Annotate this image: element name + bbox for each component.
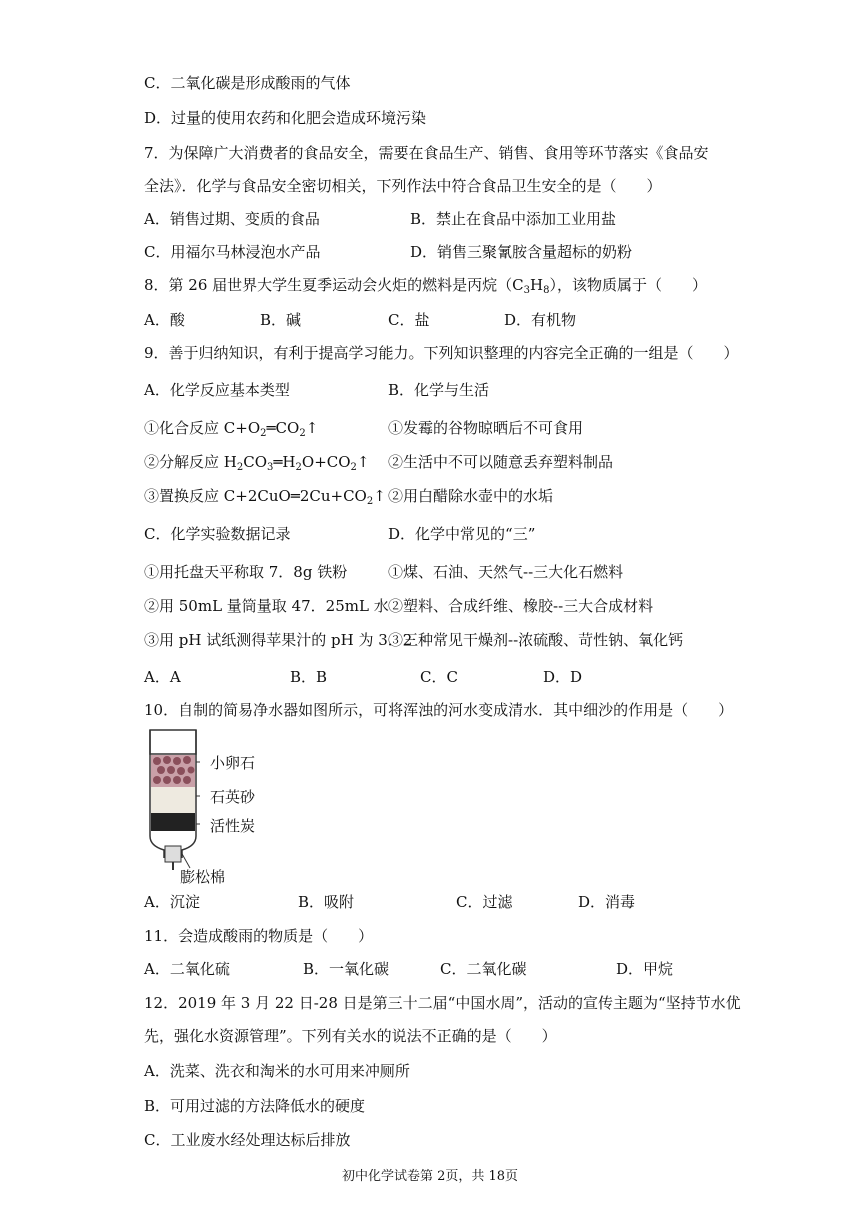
q9-c-item1: ①用托盘天平称取 7．8g 铁粉 [144,563,348,581]
q7-option-d: D．销售三聚氰胺含量超标的奶粉 [410,243,633,261]
q9-group-c-title: C．化学实验数据记录 [144,525,291,543]
q12-option-b: B．可用过滤的方法降低水的硬度 [144,1097,366,1115]
q10-option-c: C．过滤 [456,893,513,911]
page-footer: 初中化学试卷第 2页，共 18页 [341,1169,519,1184]
q9-a-item1: ①化合反应 $C+O_2═CO_2↑$ [144,419,319,439]
q9-d-item3: ③三种常见干燥剂--浓硫酸、苛性钠、氧化钙 [388,631,684,649]
water-filter-diagram [140,728,200,888]
q11-option-b: B．一氧化碳 [303,960,390,978]
option-d-prev: D．过量的使用农药和化肥会造成环境污染 [144,109,427,127]
label-quartz-sand: 石英砂 [210,788,256,806]
q10-option-d: D．消毒 [578,893,636,911]
q11-option-a: A．二氧化硫 [144,960,230,978]
label-cotton: 膨松棉 [180,868,226,886]
q9-d-item2: ②塑料、合成纤维、橡胶--三大合成材料 [388,597,654,615]
q11-option-d: D．甲烷 [616,960,674,978]
question-8: 8．第 26 届世界大学生夏季运动会火炬的燃料是丙烷$(C_3H_8)$，该物质属于（ ） [144,276,708,296]
q12-option-a: A．洗菜、洗衣和淘米的水可用来冲厕所 [144,1062,410,1080]
label-activated-carbon: 活性炭 [210,817,256,835]
question-10: 10．自制的简易净水器如图所示，可将浑浊的河水变成清水．其中细沙的作用是（ ） [144,701,734,719]
q10-option-a: A．沉淀 [144,893,200,911]
q9-option-a: A．A [144,668,181,686]
q9-option-c: C．C [420,668,458,686]
q8-option-c: C．盐 [388,311,430,329]
q10-option-b: B．吸附 [298,893,355,911]
question-11: 11．会造成酸雨的物质是（ ） [144,927,374,945]
q7-option-c: C．用福尔马林浸泡水产品 [144,243,321,261]
q9-a-item2: ②分解反应 $H_2CO_3═H_2O+CO_2↑$ [144,453,370,473]
question-7-line2: 全法》．化学与食品安全密切相关，下列作法中符合食品卫生安全的是（ ） [144,177,662,195]
option-c-prev: C．二氧化碳是形成酸雨的气体 [144,74,351,92]
q9-group-a-title: A．化学反应基本类型 [144,381,290,399]
q7-option-b: B．禁止在食品中添加工业用盐 [410,210,617,228]
question-12-line1: 12．2019 年 3 月 22 日-28 日是第三十二届“中国水周”，活动的宣传主题为“坚持节水优 [144,994,741,1012]
q8-option-a: A．酸 [144,311,185,329]
q7-option-a: A．销售过期、变质的食品 [144,210,320,228]
q8-option-d: D．有机物 [504,311,577,329]
q9-b-item1: ①发霉的谷物晾晒后不可食用 [388,419,584,437]
q9-a-item3: ③置换反应 $C+2CuO═2Cu+CO_2↑$ [144,487,386,507]
q9-option-b: B．B [290,668,328,686]
q8-option-b: B．碱 [260,311,302,329]
question-9: 9．善于归纳知识，有利于提高学习能力。下列知识整理的内容完全正确的一组是（ ） [144,344,739,362]
q9-b-item3: ②用白醋除水壶中的水垢 [388,487,554,505]
q9-c-item2: ②用 50mL 量筒量取 47．25mL 水 [144,597,389,615]
q9-option-d: D．D [543,668,583,686]
question-7-line1: 7．为保障广大消费者的食品安全，需要在食品生产、销售、食用等环节落实《食品安 [144,144,709,162]
water-filter-figure [140,728,280,888]
label-pebbles: 小卵石 [210,754,256,772]
q9-group-d-title: D．化学中常见的“三” [388,525,536,543]
q9-group-b-title: B．化学与生活 [388,381,490,399]
q9-d-item1: ①煤、石油、天然气--三大化石燃料 [388,563,624,581]
question-12-line2: 先，强化水资源管理”。下列有关水的说法不正确的是（ ） [144,1027,557,1045]
q11-option-c: C．二氧化碳 [440,960,527,978]
q9-c-item3: ③用 pH 试纸测得苹果汁的 pH 为 3．2 [144,631,413,649]
q9-b-item2: ②生活中不可以随意丢弃塑料制品 [388,453,614,471]
q12-option-c: C．工业废水经处理达标后排放 [144,1131,351,1149]
